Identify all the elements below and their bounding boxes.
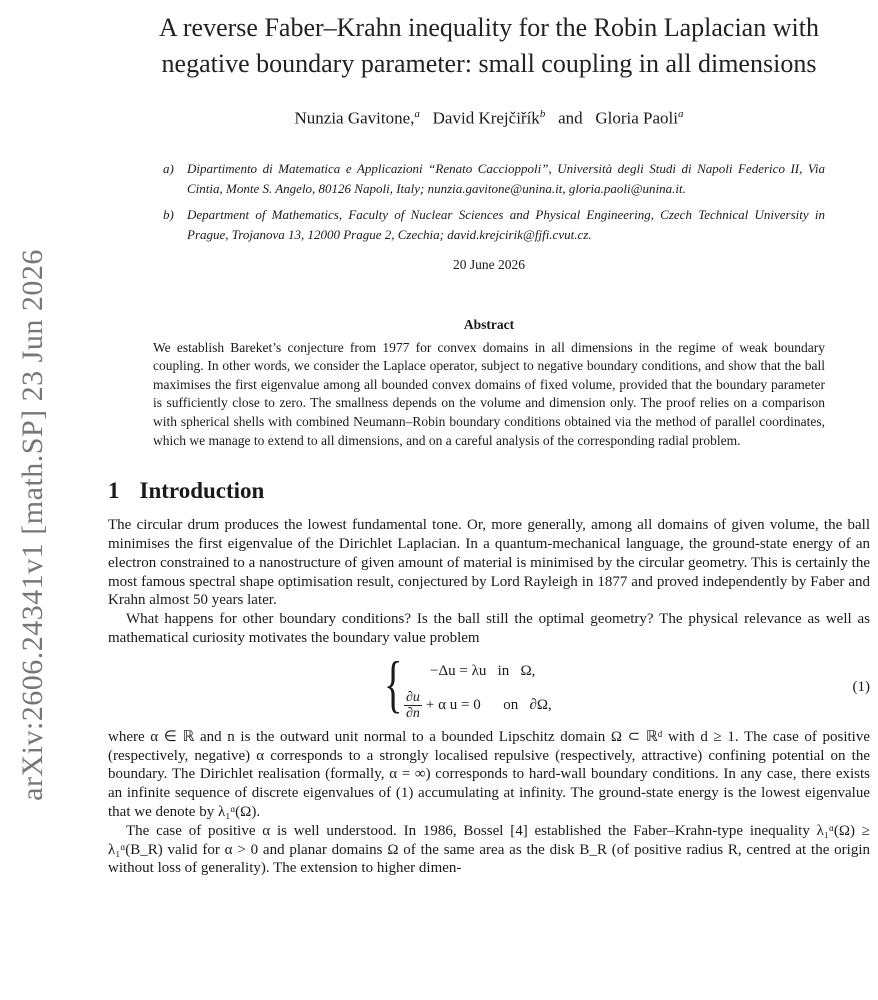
arxiv-identifier: arXiv:2606.24341v1 [math.SP] 23 Jun 2026 [16,249,49,801]
author-affiliation-mark: b [539,108,546,120]
paragraph: The case of positive α is well understood. In 1986, Bossel [4] established the Faber–Krahn-type inequality λ₁ᵅ(Ω) ≥ λ₁ᵅ(B_R) valid for α > 0 and planar domains Ω of the same area as the disk B_R (of positive radius R, centred at the origin without loss of generality). The extension to higher dimen- [108,822,870,877]
left-brace: { [384,647,403,719]
section-number: 1 [108,478,120,504]
equation-line-2 [404,690,552,721]
section-heading [108,478,870,504]
paper-date: 20 June 2026 [453,256,525,272]
affiliation-text: Department of Mathematics, Faculty of Nuclear Sciences and Physical Engineering, Czech Technical University in Prague, Trojanova 13, 12000 Prague 2, Czechia; david.krejcirik@fjfi.cvut.cz. [187,206,825,242]
display-equation [108,647,870,722]
equation-number: (1) [852,678,870,695]
affiliation-marker: a) [163,160,174,176]
title-line-1: A reverse Faber–Krahn inequality for the Robin Laplacian with [159,13,819,42]
fraction-numerator: ∂u [406,689,420,705]
author-name: Nunzia Gavitone, [294,108,415,128]
equation-line-1: −Δu = λu in Ω, [430,662,536,679]
author-name: Gloria Paoli [595,108,678,128]
abstract-heading: Abstract [463,316,515,332]
paper-page [108,0,870,878]
paragraph: What happens for other boundary conditions? Is the ball still the optimal geometry? The physical relevance as well as mathematical curiosity motivates the boundary value problem [108,611,870,646]
partial-derivative-fraction [404,690,422,721]
affiliation-marker: b) [163,206,174,222]
author-name: David Krejčiřík [432,108,540,128]
affiliation-text: Dipartimento di Matematica e Applicazioni “Renato Caccioppoli”, Università degli Studi di Napoli Federico II, Via Cintia, Monte S. Angelo, 80126 Napoli, Italy; nunzia.gavitone@unina.it, gloria.paoli@unina.it. [187,160,825,196]
affiliation-item [163,205,825,245]
author-affiliation-mark: a [678,108,684,120]
affiliations [163,159,825,245]
paragraph: The circular drum produces the lowest fundamental tone. Or, more generally, among all domains of given volume, the ball minimises the first eigenvalue of the Dirichlet Laplacian. In a quantum-mechanical language, the ground-state energy of an electron constrained to a nanostructure of given amount of material is minimised by the circular geometry. This is certainly the most famous spectral shape optimisation result, conjectured by Lord Rayleigh in 1877 and proved independently by Faber and Krahn almost 50 years later. [108,517,870,609]
section-title: Introduction [139,478,265,504]
author-affiliation-mark: a [414,108,420,120]
equation-line-2-rest: + α u = 0 on ∂Ω, [425,696,552,713]
arxiv-sidebar [8,195,58,855]
abstract-text: We establish Bareket’s conjecture from 1977 for convex domains in all dimensions in the regime of weak boundary coupling. In other words, we consider the Laplace operator, subject to negative boundary conditions, and show that the ball maximises the first eigenvalue among all bounded convex domains of fixed volume, provided that the boundary parameter is sufficiently close to zero. The smallness depends on the volume and dimension only. The proof relies on a comparison with spherical shells with combined Neumann–Robin boundary conditions obtained via the method of parallel coordinates, which we manage to extend to all dimensions, and on a careful analysis of the corresponding radial problem. [153,339,825,448]
title-line-2: negative boundary parameter: small coupling in all dimensions [161,49,817,78]
fraction-denominator: ∂n [406,705,420,721]
author-list [108,108,870,129]
paper-title [108,10,870,82]
and-word: and [558,108,583,128]
paragraph: where α ∈ ℝ and n is the outward unit normal to a bounded Lipschitz domain Ω ⊂ ℝᵈ with d ≥ 1. The case of positive (respectively, negative) α corresponds to a strongly localised repulsive (respectively, attractive) confining potential on the boundary. The Dirichlet realisation (formally, α = ∞) corresponds to hard-wall boundary conditions. In any case, there exists an infinite sequence of discrete eigenvalues of (1) accumulating at infinity. The ground-state energy is the lowest eigenvalue that we denote by λ₁ᵅ(Ω). [108,728,870,820]
section-body [108,516,870,878]
affiliation-item [163,159,825,199]
